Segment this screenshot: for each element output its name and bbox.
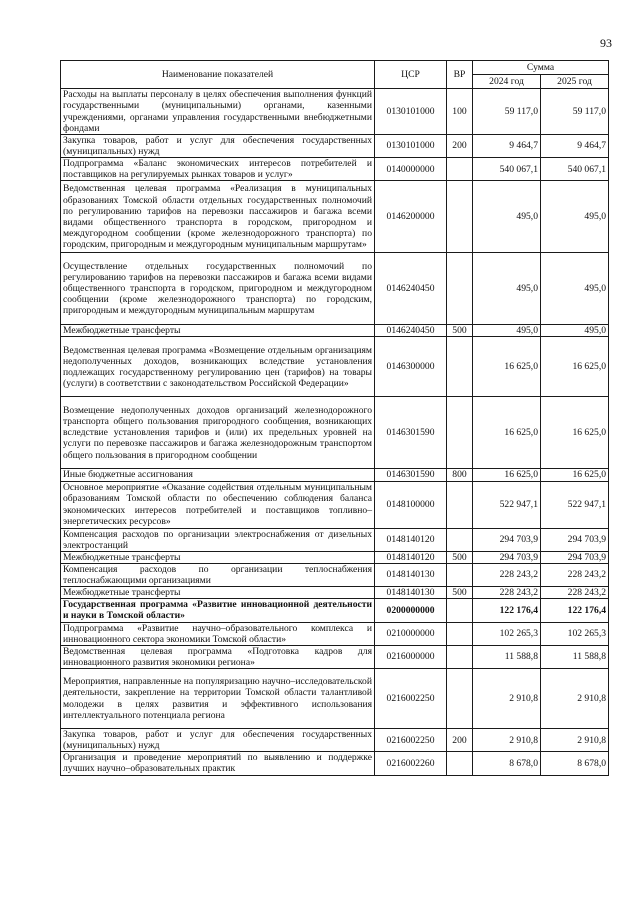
row-amount-2024-cell: 9 464,7 (473, 134, 541, 157)
row-code-cell: 0148140120 (375, 528, 447, 551)
row-amount-2024-cell: 495,0 (473, 325, 541, 337)
row-name-cell: Межбюджетные трансферты (61, 551, 375, 563)
row-amount-2024-cell: 11 588,8 (473, 645, 541, 668)
row-amount-2025-cell: 228 243,2 (541, 587, 609, 599)
row-vr-cell (447, 481, 473, 528)
row-code-cell: 0130101000 (375, 89, 447, 135)
table-row (61, 481, 609, 528)
row-name-cell: Ведомственная целевая программа «Реализация в муниципальных образованиях Томской области отдельных государственных полномочий по регулированию тарифов на перевозки пассажиров и багажа всеми видами общественного транспорта в городском, пригородном и междугородном сообщении (кроме железнодорожного транспорта) по городским, пригородным и междугородным муниципальным маршрутам» (61, 181, 375, 253)
row-amount-2025-cell: 2 910,8 (541, 729, 609, 752)
table-row (61, 729, 609, 752)
row-name-cell: Государственная программа «Развитие инновационной деятельности и науки в Томской области» (61, 599, 375, 622)
row-vr-cell: 500 (447, 325, 473, 337)
row-amount-2024-cell: 102 265,3 (473, 622, 541, 645)
row-code-cell: 0200000000 (375, 599, 447, 622)
row-vr-cell (447, 158, 473, 181)
row-amount-2025-cell: 294 703,9 (541, 528, 609, 551)
table-row (61, 181, 609, 253)
row-name-cell: Возмещение недополученных доходов организаций железнодорожного транспорта общего пользования пригородного сообщения, возникающих вследствие установления тарифов и (или) их предельных уровней на услуги по перевозке пассажиров и багажа железнодорожным транспортом общего пользования в пригородном сообщении (61, 397, 375, 469)
row-amount-2024-cell: 228 243,2 (473, 563, 541, 586)
row-name-cell: Ведомственная целевая программа «Подготовка кадров для инновационного развития экономики региона» (61, 645, 375, 668)
row-code-cell: 0148100000 (375, 481, 447, 528)
row-name-cell: Основное мероприятие «Оказание содействия отдельным муниципальным образованиям Томской области по обеспечению соблюдения баланса экономических интересов потребителей и поставщиков топливно–энергетических ресурсов» (61, 481, 375, 528)
row-vr-cell (447, 645, 473, 668)
row-vr-cell (447, 563, 473, 586)
row-name-cell: Иные бюджетные ассигнования (61, 469, 375, 481)
row-amount-2025-cell: 9 464,7 (541, 134, 609, 157)
table-row (61, 622, 609, 645)
row-amount-2025-cell: 16 625,0 (541, 469, 609, 481)
row-amount-2024-cell: 2 910,8 (473, 669, 541, 729)
row-vr-cell: 500 (447, 587, 473, 599)
row-name-cell: Компенсация расходов по организации электроснабжения от дизельных электростанций (61, 528, 375, 551)
table-row (61, 599, 609, 622)
row-code-cell: 0148140130 (375, 587, 447, 599)
table-row (61, 752, 609, 775)
table-header (61, 61, 609, 89)
row-amount-2024-cell: 59 117,0 (473, 89, 541, 135)
row-code-cell: 0148140130 (375, 563, 447, 586)
table-row (61, 669, 609, 729)
table-row (61, 89, 609, 135)
row-name-cell: Ведомственная целевая программа «Возмещение отдельным организациям недополученных доходов, возникающих вследствие установления подлежащих государственному регулированию цен (тарифов) на товары (услуги) в соответствии с законодательством Российской Федерации» (61, 337, 375, 397)
page-number: 93 (600, 36, 612, 50)
table-row (61, 551, 609, 563)
row-name-cell: Межбюджетные трансферты (61, 325, 375, 337)
row-amount-2024-cell: 16 625,0 (473, 397, 541, 469)
table-body (61, 89, 609, 775)
row-amount-2025-cell: 495,0 (541, 325, 609, 337)
row-code-cell: 0216002260 (375, 752, 447, 775)
row-name-cell: Подпрограмма «Баланс экономических интересов потребителей и поставщиков на регулируемых рынках товаров и услуг» (61, 158, 375, 181)
row-amount-2025-cell: 59 117,0 (541, 89, 609, 135)
row-name-cell: Подпрограмма «Развитие научно–образовательного комплекса и инновационного сектора экономики Томской области» (61, 622, 375, 645)
table-row (61, 645, 609, 668)
row-vr-cell (447, 253, 473, 325)
row-amount-2024-cell: 2 910,8 (473, 729, 541, 752)
row-amount-2025-cell: 495,0 (541, 181, 609, 253)
row-vr-cell: 100 (447, 89, 473, 135)
row-vr-cell: 800 (447, 469, 473, 481)
row-name-cell: Расходы на выплаты персоналу в целях обеспечения выполнения функций государственными (муниципальными) органами, казенными учреждениями, органами управления государственными внебюджетными фондами (61, 89, 375, 135)
row-vr-cell: 500 (447, 551, 473, 563)
row-vr-cell: 200 (447, 134, 473, 157)
row-amount-2024-cell: 495,0 (473, 253, 541, 325)
row-name-cell: Закупка товаров, работ и услуг для обеспечения государственных (муниципальных) нужд (61, 729, 375, 752)
row-amount-2025-cell: 495,0 (541, 253, 609, 325)
row-amount-2025-cell: 8 678,0 (541, 752, 609, 775)
row-vr-cell (447, 622, 473, 645)
row-code-cell: 0130101000 (375, 134, 447, 157)
row-name-cell: Закупка товаров, работ и услуг для обеспечения государственных (муниципальных) нужд (61, 134, 375, 157)
row-vr-cell (447, 599, 473, 622)
row-vr-cell (447, 397, 473, 469)
table-row (61, 563, 609, 586)
row-code-cell: 0146301590 (375, 469, 447, 481)
table-row (61, 325, 609, 337)
row-name-cell: Мероприятия, направленные на популяризацию научно–исследовательской деятельности, закрепление на территории Томской области талантливой молодежи в целях развития и эффективного использования интеллектуального потенциала региона (61, 669, 375, 729)
row-name-cell: Компенсация расходов по организации теплоснабжения теплоснабжающими организациями (61, 563, 375, 586)
row-amount-2024-cell: 540 067,1 (473, 158, 541, 181)
table-row (61, 158, 609, 181)
row-amount-2024-cell: 294 703,9 (473, 551, 541, 563)
row-amount-2024-cell: 122 176,4 (473, 599, 541, 622)
header-name: Наименование показателей (61, 61, 375, 89)
row-amount-2024-cell: 16 625,0 (473, 469, 541, 481)
row-amount-2024-cell: 495,0 (473, 181, 541, 253)
row-vr-cell (447, 669, 473, 729)
row-code-cell: 0146240450 (375, 253, 447, 325)
row-code-cell: 0216002250 (375, 729, 447, 752)
row-amount-2025-cell: 540 067,1 (541, 158, 609, 181)
row-name-cell: Организация и проведение мероприятий по выявлению и поддержке лучших научно–образовательных практик (61, 752, 375, 775)
row-amount-2025-cell: 11 588,8 (541, 645, 609, 668)
header-sum: Сумма (473, 61, 609, 75)
row-amount-2025-cell: 122 176,4 (541, 599, 609, 622)
header-year-2024: 2024 год (473, 75, 541, 89)
header-year-2025: 2025 год (541, 75, 609, 89)
row-vr-cell (447, 181, 473, 253)
table-row (61, 134, 609, 157)
table-row (61, 397, 609, 469)
table-row (61, 337, 609, 397)
table-row (61, 587, 609, 599)
budget-table (60, 60, 609, 776)
row-code-cell: 0210000000 (375, 622, 447, 645)
row-code-cell: 0216002250 (375, 669, 447, 729)
row-amount-2024-cell: 8 678,0 (473, 752, 541, 775)
row-name-cell: Межбюджетные трансферты (61, 587, 375, 599)
row-amount-2025-cell: 102 265,3 (541, 622, 609, 645)
row-vr-cell: 200 (447, 729, 473, 752)
header-code: ЦСР (375, 61, 447, 89)
row-code-cell: 0146300000 (375, 337, 447, 397)
row-code-cell: 0146200000 (375, 181, 447, 253)
row-amount-2024-cell: 228 243,2 (473, 587, 541, 599)
row-code-cell: 0146301590 (375, 397, 447, 469)
table-row (61, 528, 609, 551)
row-vr-cell (447, 528, 473, 551)
row-amount-2025-cell: 294 703,9 (541, 551, 609, 563)
row-amount-2025-cell: 522 947,1 (541, 481, 609, 528)
row-amount-2025-cell: 2 910,8 (541, 669, 609, 729)
table-row (61, 469, 609, 481)
row-amount-2025-cell: 16 625,0 (541, 397, 609, 469)
row-name-cell: Осуществление отдельных государственных полномочий по регулированию тарифов на перевозки пассажиров и багажа всеми видами общественного транспорта в городском, пригородном и междугородном сообщении (кроме железнодорожного транспорта) по городским, пригородным и междугородным муниципальным маршрутам (61, 253, 375, 325)
row-code-cell: 0148140120 (375, 551, 447, 563)
row-vr-cell (447, 337, 473, 397)
row-vr-cell (447, 752, 473, 775)
row-amount-2025-cell: 16 625,0 (541, 337, 609, 397)
header-vr: ВР (447, 61, 473, 89)
row-amount-2024-cell: 522 947,1 (473, 481, 541, 528)
row-amount-2025-cell: 228 243,2 (541, 563, 609, 586)
row-code-cell: 0146240450 (375, 325, 447, 337)
row-code-cell: 0216000000 (375, 645, 447, 668)
row-amount-2024-cell: 294 703,9 (473, 528, 541, 551)
table-row (61, 253, 609, 325)
row-code-cell: 0140000000 (375, 158, 447, 181)
row-amount-2024-cell: 16 625,0 (473, 337, 541, 397)
